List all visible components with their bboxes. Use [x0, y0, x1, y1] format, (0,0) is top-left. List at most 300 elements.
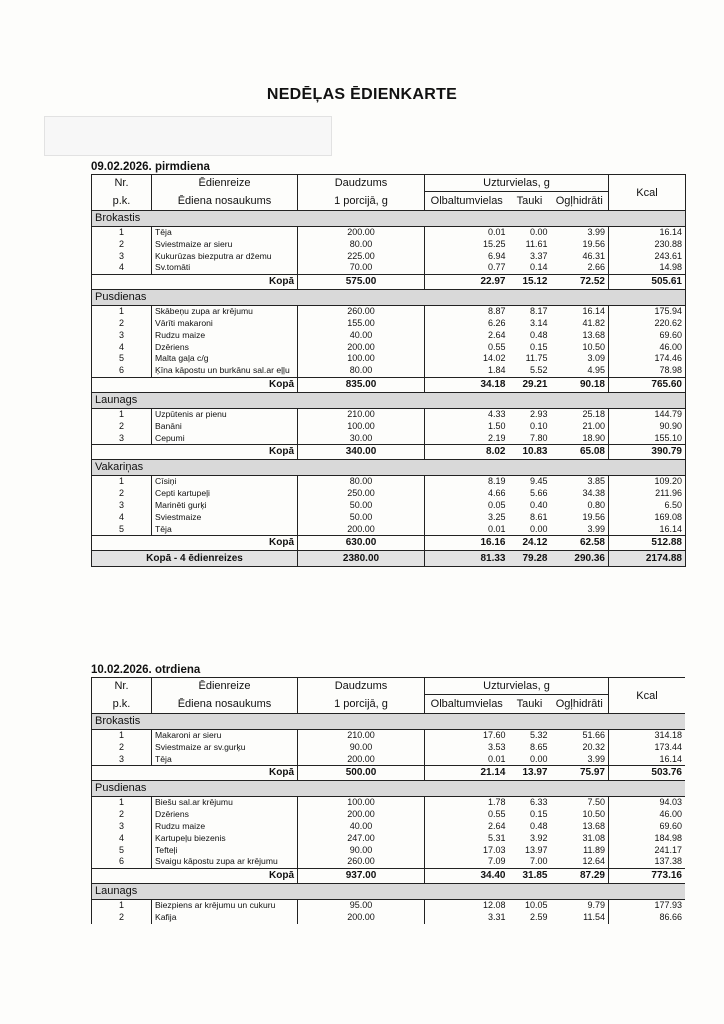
table-row — [92, 342, 686, 354]
table-row — [92, 433, 686, 445]
total-fat: 10.83 — [509, 445, 551, 460]
table-row — [92, 512, 686, 524]
dish-protein: 0.77 — [487, 262, 506, 273]
dish-protein: 6.94 — [487, 250, 506, 261]
dish-quantity: 50.00 — [298, 500, 425, 512]
total-label: Kopā — [92, 275, 298, 290]
table-row — [92, 730, 686, 742]
dish-name: Dzēriens — [152, 342, 298, 354]
dish-quantity: 155.00 — [298, 318, 425, 330]
dish-name: Rudzu maize — [152, 330, 298, 342]
total-quantity: 937.00 — [298, 869, 425, 884]
total-protein: 34.40 — [425, 869, 509, 884]
meal-total-row — [92, 766, 686, 781]
dish-carbs: 10.50 — [582, 341, 605, 352]
total-carbs: 87.29 — [551, 869, 609, 884]
dish-quantity: 200.00 — [298, 524, 425, 536]
header-course: Ēdienreize — [152, 175, 298, 192]
header-nr: Nr. — [92, 175, 152, 192]
row-number: 4 — [92, 262, 152, 274]
dish-carbs: 20.32 — [582, 741, 605, 752]
header-kcal: Kcal — [609, 175, 686, 211]
dish-carbs: 7.50 — [587, 797, 605, 808]
dish-quantity: 40.00 — [298, 821, 425, 833]
total-protein: 34.18 — [425, 377, 509, 392]
dish-fat: 0.15 — [529, 341, 548, 352]
day-section-monday — [91, 160, 685, 567]
dish-kcal: 86.66 — [609, 912, 686, 924]
dish-fat: 5.66 — [529, 488, 548, 499]
total-protein: 8.02 — [425, 445, 509, 460]
total-quantity: 340.00 — [298, 445, 425, 460]
dish-protein: 2.64 — [487, 329, 506, 340]
dish-quantity: 200.00 — [298, 809, 425, 821]
day-section-tuesday — [91, 663, 685, 983]
dish-carbs: 18.90 — [582, 432, 605, 443]
total-quantity: 500.00 — [298, 766, 425, 781]
dish-fat: 0.00 — [529, 523, 548, 534]
dish-name: Tēja — [152, 754, 298, 766]
dish-fat: 11.61 — [525, 238, 548, 249]
total-fat: 13.97 — [509, 766, 551, 781]
dish-quantity: 200.00 — [298, 342, 425, 354]
day-total-row — [92, 551, 686, 567]
dish-name: Ķīna kāpostu un burkānu sal.ar eļļu — [152, 365, 298, 377]
dish-quantity: 200.00 — [298, 227, 425, 239]
dish-kcal: 243.61 — [609, 251, 686, 263]
dish-fat: 2.93 — [529, 408, 548, 419]
dish-protein: 0.55 — [487, 809, 506, 820]
dish-protein: 6.26 — [487, 317, 506, 328]
dish-protein: 0.05 — [487, 499, 506, 510]
meal-total-row — [92, 536, 686, 551]
bleed-through-box — [44, 116, 332, 156]
total-carbs: 72.52 — [551, 275, 609, 290]
dish-quantity: 30.00 — [298, 433, 425, 445]
row-number: 1 — [92, 476, 152, 488]
dish-quantity: 50.00 — [298, 512, 425, 524]
menu-table — [91, 677, 685, 924]
day-date: 09.02.2026. pirmdiena — [91, 161, 210, 173]
total-label: Kopā — [92, 377, 298, 392]
meal-heading: Brokastis — [92, 211, 686, 227]
dish-kcal: 211.96 — [609, 488, 686, 500]
total-protein: 21.14 — [425, 766, 509, 781]
table-row — [92, 500, 686, 512]
row-number: 2 — [92, 318, 152, 330]
dish-protein: 3.25 — [487, 511, 506, 522]
meal-total-row — [92, 445, 686, 460]
dish-kcal: 177.93 — [609, 900, 686, 912]
dish-kcal: 174.46 — [609, 353, 686, 365]
dish-quantity: 90.00 — [298, 845, 425, 857]
dish-name: Tefteļi — [152, 845, 298, 857]
row-number: 1 — [92, 227, 152, 239]
dish-kcal: 46.00 — [609, 809, 686, 821]
table-row — [92, 821, 686, 833]
dish-name: Kartupeļu biezenis — [152, 833, 298, 845]
table-row — [92, 912, 686, 924]
meal-total-row — [92, 275, 686, 290]
meal-heading: Launags — [92, 392, 686, 408]
row-number: 6 — [92, 856, 152, 868]
meal-total-row — [92, 869, 686, 884]
meal-heading: Launags — [92, 884, 686, 900]
table-row — [92, 845, 686, 857]
dish-protein: 0.01 — [487, 753, 506, 764]
meal-total-row — [92, 377, 686, 392]
table-row — [92, 318, 686, 330]
table-row — [92, 856, 686, 868]
total-fat: 15.12 — [509, 275, 551, 290]
dish-quantity: 80.00 — [298, 239, 425, 251]
total-fat: 24.12 — [509, 536, 551, 551]
dish-protein: 0.55 — [487, 341, 506, 352]
header-pk: p.k. — [92, 695, 152, 714]
row-number: 3 — [92, 251, 152, 263]
header-pk: p.k. — [92, 192, 152, 211]
dish-fat: 5.32 — [529, 730, 548, 740]
total-kcal: 765.60 — [609, 377, 686, 392]
page-title: NEDĒĻAS ĒDIENKARTE — [266, 86, 458, 103]
total-label: Kopā — [92, 766, 298, 781]
dish-carbs: 4.95 — [587, 365, 605, 376]
dish-fat: 5.52 — [529, 365, 548, 376]
dish-carbs: 25.18 — [582, 408, 605, 419]
dish-kcal: 144.79 — [609, 408, 686, 420]
dish-quantity: 247.00 — [298, 833, 425, 845]
total-label: Kopā — [92, 536, 298, 551]
row-number: 1 — [92, 900, 152, 912]
meal-heading: Brokastis — [92, 714, 686, 730]
dish-carbs: 13.68 — [582, 329, 605, 340]
dish-kcal: 230.88 — [609, 239, 686, 251]
dish-carbs: 3.99 — [587, 753, 605, 764]
dish-protein: 14.02 — [482, 353, 506, 364]
dish-name: Cepti kartupeļi — [152, 488, 298, 500]
dish-protein: 7.09 — [487, 856, 506, 867]
dish-protein: 4.33 — [487, 408, 506, 419]
day-date: 10.02.2026. otrdiena — [91, 664, 201, 676]
header-course: Ēdienreize — [152, 678, 298, 695]
dish-carbs: 13.68 — [582, 820, 605, 831]
meal-heading: Vakariņas — [92, 460, 686, 476]
total-label: Kopā — [92, 869, 298, 884]
dish-protein: 3.31 — [487, 911, 506, 922]
dish-kcal: 90.90 — [609, 421, 686, 433]
dish-carbs: 21.00 — [582, 420, 605, 431]
dish-kcal: 16.14 — [609, 227, 686, 239]
dish-fat: 3.14 — [529, 317, 548, 328]
table-row — [92, 833, 686, 845]
dish-name: Sviestmaize — [152, 512, 298, 524]
dish-protein: 8.87 — [487, 306, 506, 317]
meal-heading: Pusdienas — [92, 290, 686, 306]
total-quantity: 575.00 — [298, 275, 425, 290]
dish-kcal: 169.08 — [609, 512, 686, 524]
dish-name: Biezpiens ar krējumu un cukuru — [152, 900, 298, 912]
row-number: 2 — [92, 742, 152, 754]
total-kcal: 505.61 — [609, 275, 686, 290]
dish-protein: 3.53 — [487, 741, 506, 752]
dish-carbs: 12.64 — [582, 856, 605, 867]
dish-quantity: 90.00 — [298, 742, 425, 754]
dish-fat: 9.45 — [529, 476, 548, 487]
dish-carbs: 3.09 — [587, 353, 605, 364]
dish-fat: 13.97 — [524, 844, 548, 855]
header-carbs: Ogļhidrāti — [551, 192, 609, 211]
header-nutrients: Uzturvielas, g — [425, 678, 609, 695]
dish-quantity: 200.00 — [298, 754, 425, 766]
dish-quantity: 40.00 — [298, 330, 425, 342]
table-row — [92, 797, 686, 809]
dish-carbs: 46.31 — [582, 250, 605, 261]
dish-name: Sv.tomāti — [152, 262, 298, 274]
dish-name: Cepumi — [152, 433, 298, 445]
dish-carbs: 41.82 — [582, 317, 605, 328]
dish-kcal: 184.98 — [609, 833, 686, 845]
dish-name: Tēja — [152, 524, 298, 536]
row-number: 4 — [92, 342, 152, 354]
dish-quantity: 70.00 — [298, 262, 425, 274]
header-portion: 1 porcijā, g — [298, 192, 425, 211]
header-nr: Nr. — [92, 678, 152, 695]
header-fat: Tauki — [509, 695, 551, 714]
dish-protein: 5.31 — [487, 832, 506, 843]
dish-quantity: 200.00 — [298, 912, 425, 924]
total-fat: 29.21 — [509, 377, 551, 392]
row-number: 1 — [92, 306, 152, 318]
row-number: 5 — [92, 353, 152, 365]
dish-name: Svaigu kāpostu zupa ar krējumu — [152, 856, 298, 868]
dish-fat: 3.37 — [529, 250, 548, 261]
total-kcal: 503.76 — [609, 766, 686, 781]
dish-carbs: 19.56 — [582, 511, 605, 522]
dish-quantity: 260.00 — [298, 306, 425, 318]
dish-protein: 17.60 — [482, 730, 506, 740]
table-row — [92, 809, 686, 821]
dish-protein: 1.50 — [487, 420, 506, 431]
dish-name: Dzēriens — [152, 809, 298, 821]
dish-quantity: 80.00 — [298, 365, 425, 377]
dish-kcal: 314.18 — [609, 730, 686, 742]
row-number: 2 — [92, 421, 152, 433]
table-row — [92, 330, 686, 342]
header-nutrients: Uzturvielas, g — [425, 175, 609, 192]
day-total-protein: 81.33 — [425, 551, 509, 567]
dish-carbs: 31.08 — [582, 832, 605, 843]
dish-name: Vārīti makaroni — [152, 318, 298, 330]
dish-quantity: 95.00 — [298, 900, 425, 912]
row-number: 3 — [92, 821, 152, 833]
dish-kcal: 16.14 — [609, 754, 686, 766]
row-number: 3 — [92, 330, 152, 342]
dish-quantity: 210.00 — [298, 730, 425, 742]
dish-kcal: 14.98 — [609, 262, 686, 274]
total-carbs: 90.18 — [551, 377, 609, 392]
dish-quantity: 225.00 — [298, 251, 425, 263]
dish-fat: 0.40 — [529, 499, 548, 510]
row-number: 3 — [92, 433, 152, 445]
menu-table — [91, 174, 686, 567]
dish-protein: 15.25 — [482, 238, 506, 249]
dish-kcal: 78.98 — [609, 365, 686, 377]
day-total-kcal: 2174.88 — [609, 551, 686, 567]
header-protein: Olbaltumvielas — [425, 695, 509, 714]
dish-fat: 0.00 — [529, 753, 548, 764]
dish-kcal: 46.00 — [609, 342, 686, 354]
header-dish-name: Ēdiena nosaukums — [152, 192, 298, 211]
row-number: 1 — [92, 408, 152, 420]
dish-quantity: 260.00 — [298, 856, 425, 868]
dish-fat: 11.75 — [525, 353, 548, 364]
row-number: 2 — [92, 809, 152, 821]
table-row — [92, 524, 686, 536]
table-row — [92, 408, 686, 420]
row-number: 2 — [92, 239, 152, 251]
dish-name: Sviestmaize ar sieru — [152, 239, 298, 251]
total-carbs: 75.97 — [551, 766, 609, 781]
dish-fat: 0.00 — [529, 227, 548, 237]
row-number: 6 — [92, 365, 152, 377]
dish-kcal: 173.44 — [609, 742, 686, 754]
dish-carbs: 11.89 — [583, 844, 605, 855]
day-total-quantity: 2380.00 — [298, 551, 425, 567]
table-row — [92, 365, 686, 377]
row-number: 5 — [92, 845, 152, 857]
table-row — [92, 476, 686, 488]
dish-protein: 0.01 — [487, 227, 506, 237]
total-fat: 31.85 — [509, 869, 551, 884]
dish-name: Sviestmaize ar sv.gurķu — [152, 742, 298, 754]
table-row — [92, 251, 686, 263]
table-row — [92, 227, 686, 239]
dish-name: Biešu sal.ar krējumu — [152, 797, 298, 809]
dish-quantity: 250.00 — [298, 488, 425, 500]
dish-fat: 0.14 — [529, 262, 548, 273]
row-number: 1 — [92, 730, 152, 742]
day-total-carbs: 290.36 — [551, 551, 609, 567]
dish-fat: 0.15 — [529, 809, 548, 820]
row-number: 4 — [92, 512, 152, 524]
table-row — [92, 306, 686, 318]
dish-quantity: 80.00 — [298, 476, 425, 488]
dish-carbs: 11.54 — [583, 911, 605, 922]
total-protein: 22.97 — [425, 275, 509, 290]
dish-name: Kukurūzas biezputra ar džemu — [152, 251, 298, 263]
header-quantity: Daudzums — [298, 678, 425, 695]
header-portion: 1 porcijā, g — [298, 695, 425, 714]
table-row — [92, 262, 686, 274]
row-number: 3 — [92, 500, 152, 512]
total-quantity: 835.00 — [298, 377, 425, 392]
row-number: 5 — [92, 524, 152, 536]
dish-kcal: 69.60 — [609, 821, 686, 833]
dish-fat: 8.61 — [529, 511, 548, 522]
dish-quantity: 100.00 — [298, 353, 425, 365]
dish-kcal: 69.60 — [609, 330, 686, 342]
dish-carbs: 10.50 — [582, 809, 605, 820]
row-number: 2 — [92, 488, 152, 500]
dish-carbs: 0.80 — [587, 499, 605, 510]
header-carbs: Ogļhidrāti — [551, 695, 609, 714]
total-kcal: 512.88 — [609, 536, 686, 551]
dish-fat: 0.48 — [529, 820, 548, 831]
dish-kcal: 241.17 — [609, 845, 686, 857]
total-protein: 16.16 — [425, 536, 509, 551]
day-total-label: Kopā - 4 ēdienreizes — [92, 551, 298, 567]
table-row — [92, 488, 686, 500]
table-row — [92, 900, 686, 912]
dish-protein: 4.66 — [487, 488, 506, 499]
header-fat: Tauki — [509, 192, 551, 211]
dish-carbs: 34.38 — [582, 488, 605, 499]
dish-name: Tēja — [152, 227, 298, 239]
total-kcal: 390.79 — [609, 445, 686, 460]
header-quantity: Daudzums — [298, 175, 425, 192]
dish-fat: 6.33 — [529, 797, 548, 808]
total-quantity: 630.00 — [298, 536, 425, 551]
dish-kcal: 6.50 — [609, 500, 686, 512]
dish-fat: 0.10 — [529, 420, 548, 431]
table-row — [92, 239, 686, 251]
dish-carbs: 19.56 — [582, 238, 605, 249]
table-row — [92, 421, 686, 433]
dish-name: Malta gaļa c/g — [152, 353, 298, 365]
day-total-fat: 79.28 — [509, 551, 551, 567]
dish-name: Makaroni ar sieru — [152, 730, 298, 742]
dish-name: Skābeņu zupa ar krējumu — [152, 306, 298, 318]
dish-name: Kafija — [152, 912, 298, 924]
row-number: 2 — [92, 912, 152, 924]
dish-name: Rudzu maize — [152, 821, 298, 833]
dish-protein: 2.64 — [487, 820, 506, 831]
table-row — [92, 353, 686, 365]
table-row — [92, 742, 686, 754]
dish-kcal: 94.03 — [609, 797, 686, 809]
dish-carbs: 3.85 — [587, 476, 605, 487]
row-number: 3 — [92, 754, 152, 766]
dish-name: Marinēti gurķi — [152, 500, 298, 512]
dish-carbs: 51.66 — [582, 730, 605, 740]
dish-fat: 8.65 — [529, 741, 548, 752]
dish-protein: 0.01 — [487, 523, 506, 534]
header-dish-name: Ēdiena nosaukums — [152, 695, 298, 714]
dish-carbs: 16.14 — [582, 306, 605, 317]
meal-heading: Pusdienas — [92, 781, 686, 797]
dish-protein: 17.03 — [482, 844, 506, 855]
total-label: Kopā — [92, 445, 298, 460]
dish-carbs: 3.99 — [587, 227, 605, 237]
header-protein: Olbaltumvielas — [425, 192, 509, 211]
dish-name: Cīsiņi — [152, 476, 298, 488]
dish-protein: 12.08 — [482, 900, 506, 911]
dish-name: Uzpūtenis ar pienu — [152, 408, 298, 420]
dish-kcal: 16.14 — [609, 524, 686, 536]
dish-quantity: 100.00 — [298, 421, 425, 433]
header-kcal: Kcal — [609, 678, 686, 714]
dish-kcal: 137.38 — [609, 856, 686, 868]
dish-kcal: 220.62 — [609, 318, 686, 330]
row-number: 4 — [92, 833, 152, 845]
dish-carbs: 2.66 — [587, 262, 605, 273]
dish-quantity: 210.00 — [298, 408, 425, 420]
total-carbs: 62.58 — [551, 536, 609, 551]
dish-carbs: 3.99 — [587, 523, 605, 534]
dish-kcal: 175.94 — [609, 306, 686, 318]
dish-fat: 3.92 — [529, 832, 548, 843]
dish-fat: 2.59 — [529, 911, 548, 922]
